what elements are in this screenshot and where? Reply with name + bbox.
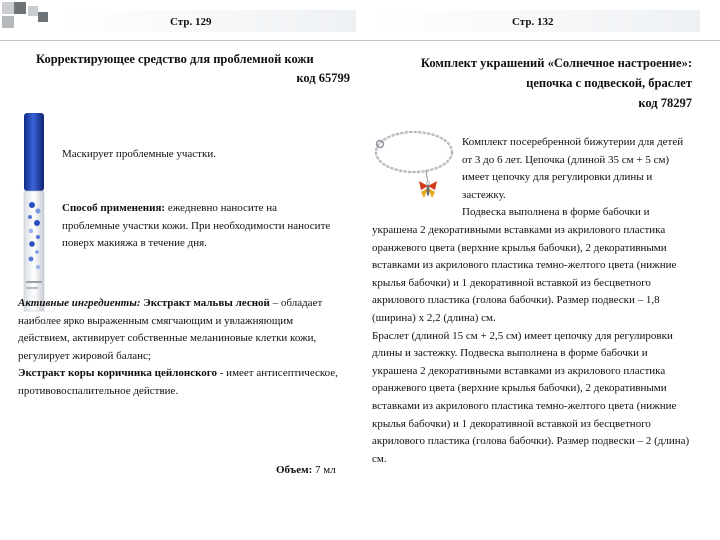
bracelet-image: [370, 118, 458, 218]
product-title-left: [36, 50, 350, 88]
set-description: Комплект посеребренной бижутерии для детей от 3 до 6 лет. Цепочка (длиной 35 см + 5 см) имеет цепочку для регулировки длины и застежку.: [462, 136, 684, 201]
decor-square: [2, 16, 14, 28]
masks-text: Маскирует проблемные участки.: [62, 148, 216, 160]
product-code: код 65799: [296, 71, 350, 85]
ingredients-label: Активные ингредиенты:: [18, 297, 141, 309]
application-paragraph: [62, 200, 332, 253]
header-divider: [0, 40, 720, 41]
page-number-right: Стр. 132: [512, 16, 554, 28]
ingredient-cinnamon: Экстракт коры коричника цейлонского: [18, 367, 218, 379]
ingredient-mallow: Экстракт мальвы лесной: [140, 297, 270, 309]
ingredient-cinnamon-text: - имеет антисептическое, противовоспалительное действие.: [18, 367, 338, 397]
concealer-tube-image: [18, 113, 58, 313]
pendant-description: украшена 2 декоративными вставками из акрилового пластика оранжевого цвета (верхние крылья бабочки), 2 декоративными вставками из акрилового пластика темно-желтого цвета (нижние крылья бабочки) и 1 декоративной вставкой из бесцветного акрилового пластика (голова бабочки). Размер подвески – 1,8 (ширина) x 2,2 (длина) см.: [372, 224, 677, 324]
decor-square: [2, 2, 14, 14]
product-code: код 78297: [638, 96, 692, 110]
bracelet-description-main: [372, 222, 694, 468]
ingredients-paragraph: [18, 295, 343, 400]
decor-square: [14, 2, 26, 14]
page-number-left: Стр. 129: [170, 16, 212, 28]
pendant-description-start: Подвеска выполнена в форме бабочки и: [462, 206, 650, 218]
application-text: ежедневно наносите на проблемные участки кожи. При необходимости наносите поверх макияжа в течение дня.: [62, 202, 331, 249]
decor-square: [38, 12, 48, 22]
ingredient-mallow-text: – обладает наиболее ярко выраженным смягчающим и увлажняющим действием, активирует собственные меланиновые клетки кожи, регулирует жировой баланс;: [18, 297, 323, 362]
volume-label: Объем:: [276, 464, 313, 476]
product-title-right: [378, 53, 692, 113]
application-label: Способ применения:: [62, 202, 166, 214]
volume-line: [276, 462, 336, 480]
volume-value: 7 мл: [312, 464, 336, 476]
product-name-line1: Комплект украшений «Солнечное настроение»:: [420, 56, 692, 70]
bracelet-description-top: [462, 134, 690, 222]
bracelet-description: Браслет (длиной 15 см + 2,5 см) имеет цепочку для регулировки длины и застежку. Подвеска выполнена в форме бабочки и украшена 2 декоративными вставками из акрилового пластика оранжевого цвета (верхние крылья бабочки), 2 декоративными вставками из акрилового пластика темно-желтого цвета (нижние крылья бабочки) и 1 декоративной вставкой из бесцветного акрилового пластика (голова бабочки). Размер подвески – 2 (длина) см.: [372, 329, 690, 465]
product-name: Корректирующее средство для проблемной кожи: [36, 52, 314, 66]
product-name-line2: цепочка с подвеской, браслет: [526, 76, 692, 90]
decor-square: [28, 6, 38, 16]
